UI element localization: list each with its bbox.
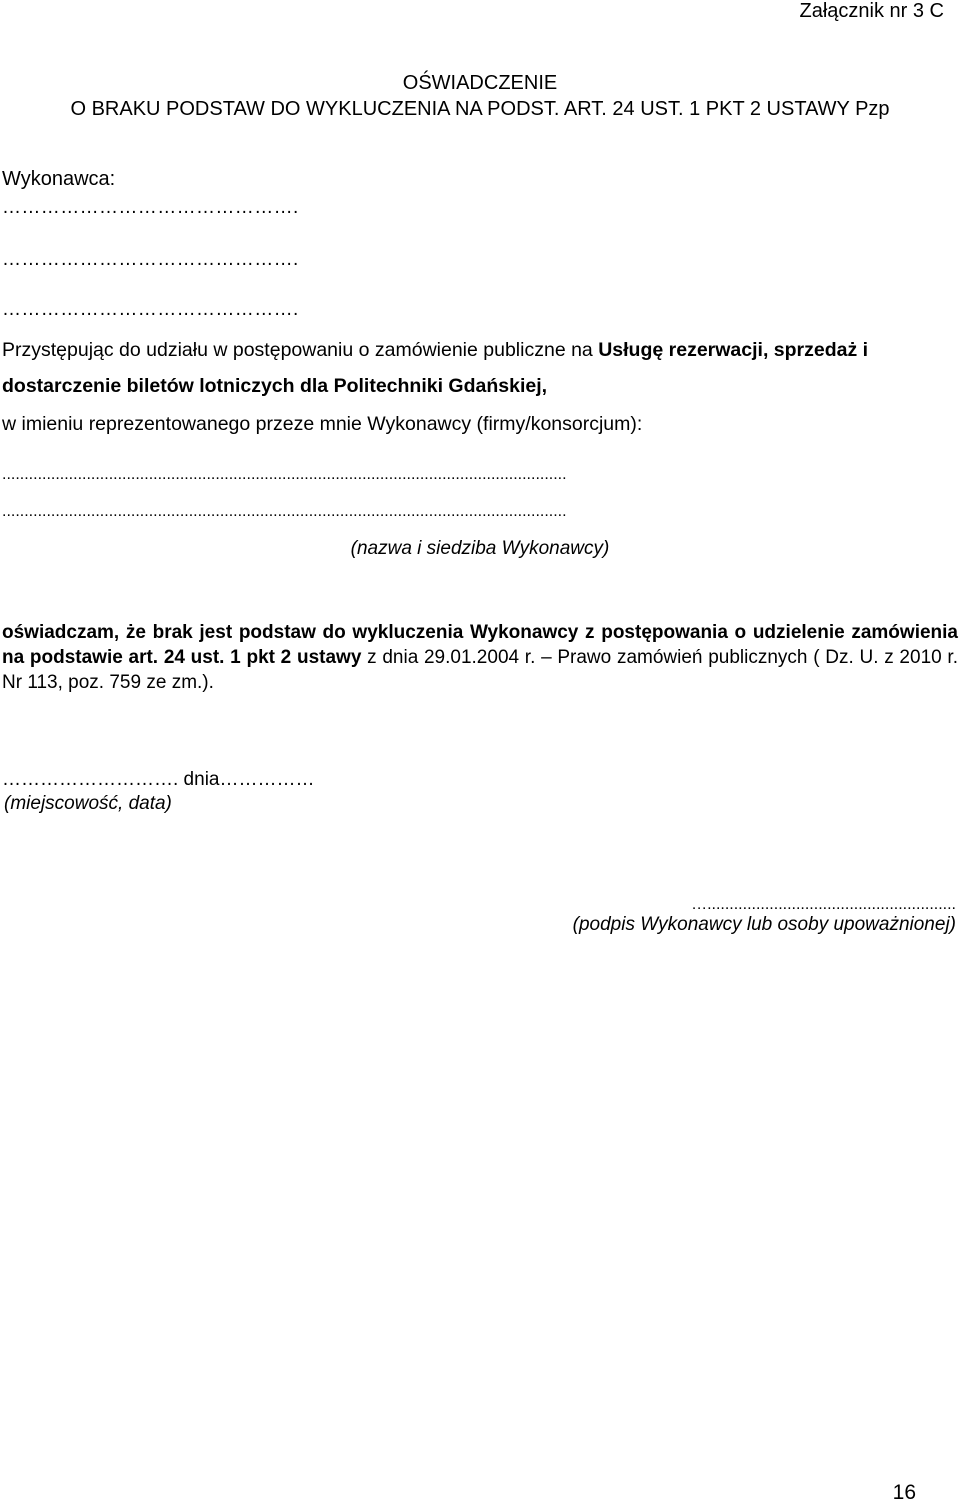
statement-paragraph [2,620,958,695]
company-fill-line: ............................................................................................................................... [2,466,567,483]
document-title: OŚWIADCZENIE [402,72,558,94]
document-subtitle: O BRAKU PODSTAW DO WYKLUCZENIA NA PODST. ART. 24 UST. 1 PKT 2 USTAWY Pzp [70,98,890,120]
company-caption: (nazwa i siedziba Wykonawcy) [350,538,610,559]
signature-line: …........................................................ [691,896,956,913]
contractor-fill-line: ………………………………………. [2,249,299,270]
contractor-label: Wykonawca: [2,168,116,190]
intro-line-3: w imieniu reprezentowanego przeze mnie Wykonawcy (firmy/konsorcjum): [2,413,643,435]
page-number: 16 [892,1481,916,1504]
contractor-fill-line: ………………………………………. [2,197,299,218]
attachment-label: Załącznik nr 3 C [799,0,944,22]
tender-subject-continued: dostarczenie biletów lotniczych dla Politechniki Gdańskiej, [2,375,548,397]
intro-line-1 [2,339,868,362]
statement-normal: z dnia 29.01.2004 r. – Prawo zamówień publicznych ( Dz. U. z 2010 r. Nr 113, poz. 759 ze zm.). [2,647,958,693]
company-fill-line: ............................................................................................................................... [2,503,567,520]
intro-prefix: Przystępując do udziału w postępowaniu o zamówienie publiczne na [2,339,599,361]
signature-caption: (podpis Wykonawcy lub osoby upoważnionej) [572,914,956,935]
place-date-caption: (miejscowość, data) [4,793,172,814]
intro-line-2 [2,375,547,398]
tender-subject: Usługę rezerwacji, sprzedaż i [598,339,869,361]
statement-bold: oświadczam, że brak jest podstaw do wykluczenia Wykonawcy z postępowania o udzielenie zamówienia na podstawie art. 24 ust. 1 pkt 2 ustawy [2,622,958,668]
contractor-fill-line: ………………………………………. [2,299,299,320]
place-date-line: ………………………. dnia…………… [2,769,315,790]
